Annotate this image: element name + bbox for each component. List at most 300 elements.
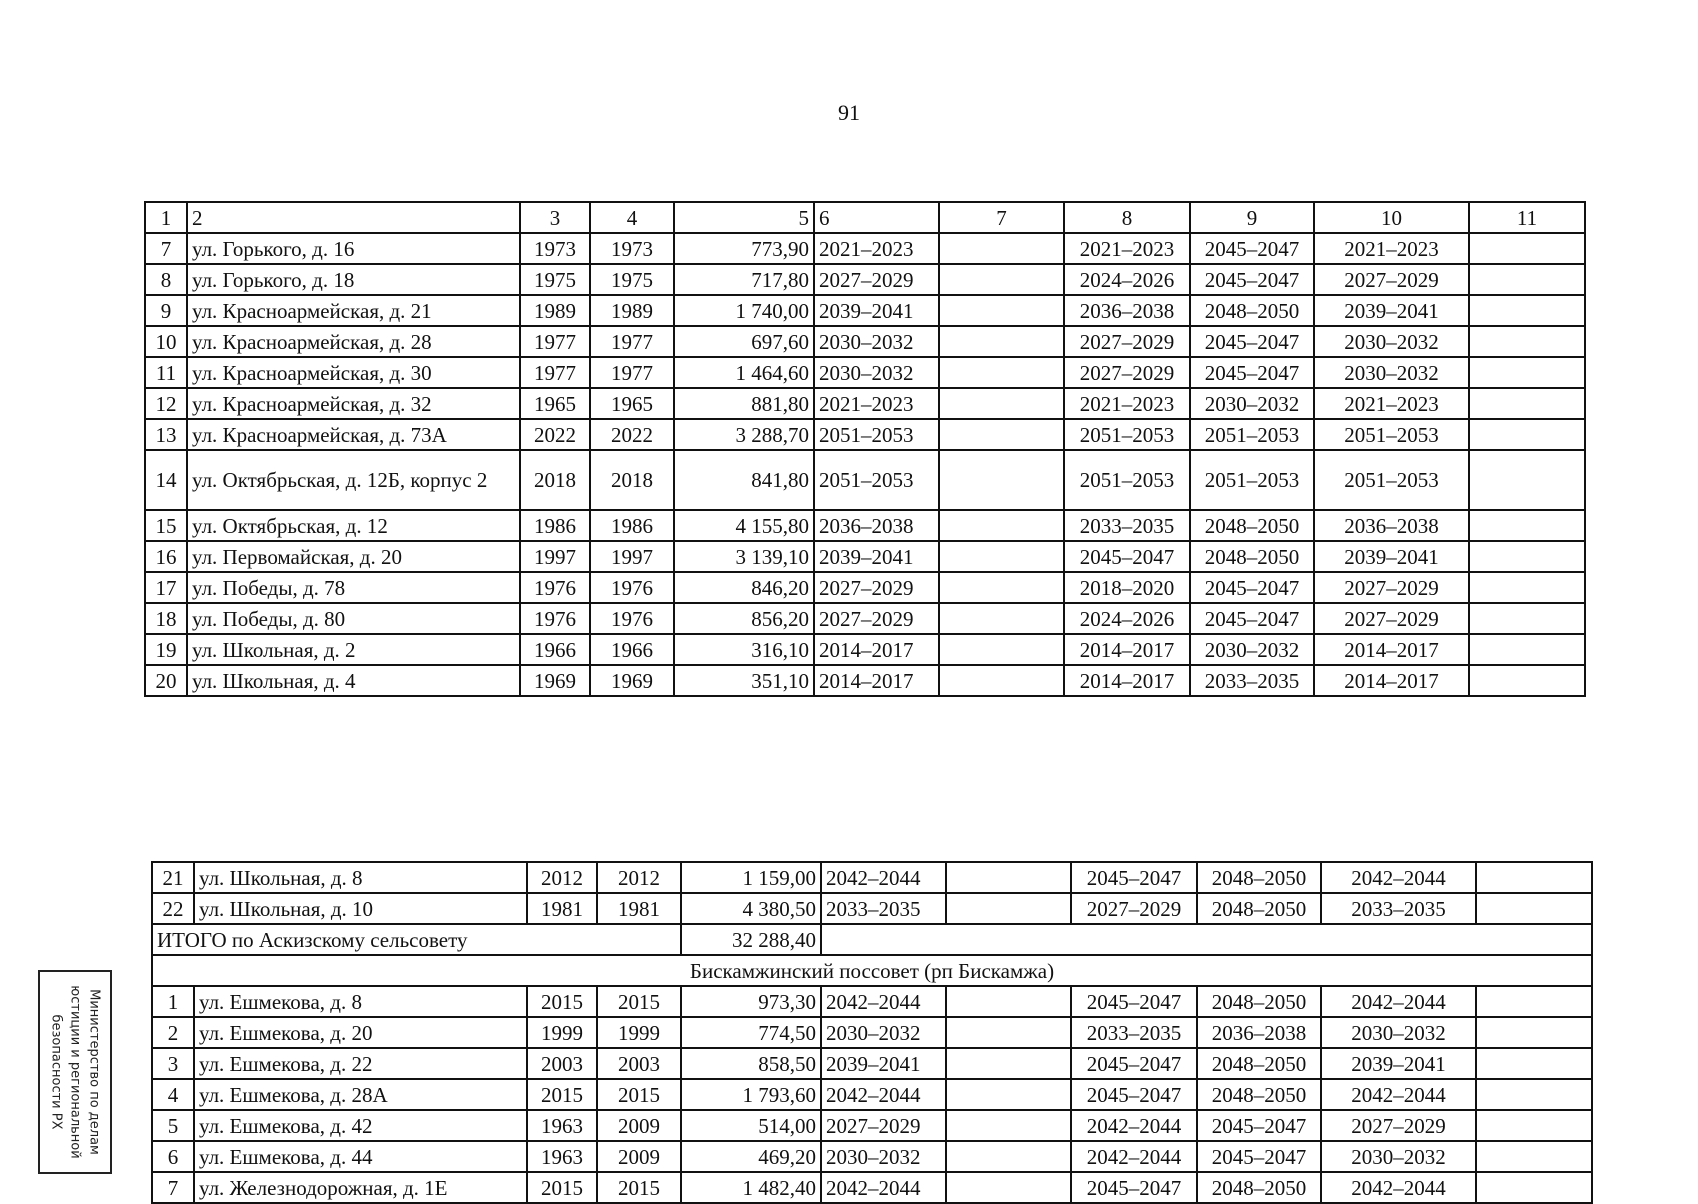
row-number-cell: 7 [145, 233, 187, 264]
table-row [145, 450, 1585, 510]
period-col-11-cell [1476, 893, 1592, 924]
row-number-cell: 3 [152, 1048, 194, 1079]
year-built-cell: 1966 [520, 634, 590, 665]
year-built-cell: 2012 [527, 862, 597, 893]
period-col-8-cell: 2027–2029 [1064, 326, 1190, 357]
area-cell: 1 793,60 [681, 1079, 821, 1110]
period-col-7-cell [939, 665, 1064, 696]
housing-table-bottom [151, 861, 1593, 1204]
period-col-7-cell [946, 1017, 1071, 1048]
year-built-cell: 1975 [520, 264, 590, 295]
row-number-cell: 2 [152, 1017, 194, 1048]
period-col-10-cell: 2039–2041 [1314, 295, 1469, 326]
area-cell: 1 740,00 [674, 295, 814, 326]
total-label: ИТОГО по Аскизскому сельсовету [152, 924, 681, 955]
period-col-11-cell [1476, 986, 1592, 1017]
period-col-7-cell: 7 [939, 202, 1064, 233]
period-col-7-cell [939, 419, 1064, 450]
period-col-9-cell: 2033–2035 [1190, 665, 1314, 696]
period-col-9-cell: 2051–2053 [1190, 419, 1314, 450]
period-col-11-cell [1476, 862, 1592, 893]
period-col-6-cell: 2051–2053 [814, 419, 939, 450]
period-col-10-cell: 2014–2017 [1314, 634, 1469, 665]
period-col-6-cell: 2027–2029 [814, 603, 939, 634]
row-number-cell: 12 [145, 388, 187, 419]
area-cell: 773,90 [674, 233, 814, 264]
row-number-cell: 1 [152, 986, 194, 1017]
period-col-7-cell [939, 541, 1064, 572]
period-col-6-cell: 2030–2032 [821, 1017, 946, 1048]
period-col-6-cell: 2042–2044 [821, 1172, 946, 1203]
period-col-7-cell [946, 1110, 1071, 1141]
table-row [152, 893, 1592, 924]
table-row [152, 986, 1592, 1017]
table-row [152, 1048, 1592, 1079]
year-commissioned-cell: 2009 [597, 1110, 681, 1141]
address-cell: ул. Школьная, д. 4 [187, 665, 520, 696]
period-col-6-cell: 2042–2044 [821, 986, 946, 1017]
period-col-6-cell: 6 [814, 202, 939, 233]
period-col-9-cell: 2048–2050 [1197, 986, 1321, 1017]
period-col-8-cell: 2024–2026 [1064, 264, 1190, 295]
row-number-cell: 8 [145, 264, 187, 295]
area-cell: 1 464,60 [674, 357, 814, 388]
period-col-9-cell: 2045–2047 [1190, 264, 1314, 295]
period-col-11-cell [1469, 634, 1585, 665]
year-commissioned-cell: 1977 [590, 326, 674, 357]
area-cell: 841,80 [674, 450, 814, 510]
address-cell: ул. Школьная, д. 10 [194, 893, 527, 924]
area-cell: 774,50 [681, 1017, 821, 1048]
period-col-11-cell: 11 [1469, 202, 1585, 233]
year-built-cell: 1999 [527, 1017, 597, 1048]
period-col-6-cell: 2027–2029 [814, 572, 939, 603]
table-row [152, 1017, 1592, 1048]
period-col-7-cell [939, 295, 1064, 326]
period-col-10-cell: 2039–2041 [1314, 541, 1469, 572]
year-commissioned-cell: 1981 [597, 893, 681, 924]
row-number-cell: 18 [145, 603, 187, 634]
table-row [152, 1172, 1592, 1203]
row-number-cell: 7 [152, 1172, 194, 1203]
period-col-8-cell: 2036–2038 [1064, 295, 1190, 326]
period-col-6-cell: 2036–2038 [814, 510, 939, 541]
area-cell: 3 288,70 [674, 419, 814, 450]
period-col-10-cell: 2030–2032 [1314, 326, 1469, 357]
period-col-6-cell: 2039–2041 [814, 295, 939, 326]
period-col-9-cell: 2048–2050 [1197, 893, 1321, 924]
area-cell: 4 380,50 [681, 893, 821, 924]
period-col-10-cell: 2039–2041 [1321, 1048, 1476, 1079]
period-col-6-cell: 2042–2044 [821, 1079, 946, 1110]
year-built-cell: 1989 [520, 295, 590, 326]
period-col-9-cell: 2048–2050 [1197, 1172, 1321, 1203]
period-col-9-cell: 2030–2032 [1190, 388, 1314, 419]
area-cell: 1 482,40 [681, 1172, 821, 1203]
period-col-10-cell: 2036–2038 [1314, 510, 1469, 541]
address-cell: ул. Красноармейская, д. 30 [187, 357, 520, 388]
period-col-11-cell [1469, 419, 1585, 450]
period-col-7-cell [946, 1172, 1071, 1203]
period-col-8-cell: 2033–2035 [1071, 1017, 1197, 1048]
year-commissioned-cell: 1973 [590, 233, 674, 264]
period-col-10-cell: 2042–2044 [1321, 986, 1476, 1017]
address-cell: ул. Ешмекова, д. 8 [194, 986, 527, 1017]
period-col-7-cell [939, 510, 1064, 541]
year-commissioned-cell: 2015 [597, 1079, 681, 1110]
period-col-7-cell [939, 233, 1064, 264]
period-col-8-cell: 2042–2044 [1071, 1110, 1197, 1141]
period-col-9-cell: 2045–2047 [1190, 326, 1314, 357]
period-col-7-cell [946, 1048, 1071, 1079]
year-commissioned-cell: 1977 [590, 357, 674, 388]
period-col-7-cell [939, 326, 1064, 357]
period-col-9-cell: 2048–2050 [1197, 862, 1321, 893]
year-built-cell: 1977 [520, 357, 590, 388]
section-title: Бискамжинский поссовет (рп Бискамжа) [152, 955, 1592, 986]
period-col-11-cell [1469, 603, 1585, 634]
area-cell: 469,20 [681, 1141, 821, 1172]
year-built-cell: 1963 [527, 1110, 597, 1141]
year-built-cell: 1963 [527, 1141, 597, 1172]
table-row [145, 233, 1585, 264]
period-col-9-cell: 9 [1190, 202, 1314, 233]
housing-table-top [144, 201, 1586, 697]
year-commissioned-cell: 1969 [590, 665, 674, 696]
row-number-cell: 17 [145, 572, 187, 603]
table-row [145, 634, 1585, 665]
address-cell: ул. Красноармейская, д. 21 [187, 295, 520, 326]
table-row [152, 1141, 1592, 1172]
header-row [145, 202, 1585, 233]
address-cell: ул. Школьная, д. 8 [194, 862, 527, 893]
table-row [145, 541, 1585, 572]
period-col-10-cell: 2027–2029 [1314, 572, 1469, 603]
year-commissioned-cell: 2015 [597, 986, 681, 1017]
period-col-11-cell [1476, 1172, 1592, 1203]
period-col-11-cell [1469, 326, 1585, 357]
row-number-cell: 11 [145, 357, 187, 388]
stamp-line: юстиции и региональной [67, 985, 83, 1159]
period-col-11-cell [1476, 1017, 1592, 1048]
period-col-9-cell: 2048–2050 [1197, 1079, 1321, 1110]
row-number-cell: 16 [145, 541, 187, 572]
address-cell: 2 [187, 202, 520, 233]
period-col-7-cell [939, 357, 1064, 388]
period-col-11-cell [1469, 541, 1585, 572]
year-commissioned-cell: 1989 [590, 295, 674, 326]
address-cell: ул. Ешмекова, д. 22 [194, 1048, 527, 1079]
period-col-8-cell: 2045–2047 [1071, 986, 1197, 1017]
year-commissioned-cell: 1986 [590, 510, 674, 541]
year-built-cell: 2015 [527, 986, 597, 1017]
period-col-8-cell: 2033–2035 [1064, 510, 1190, 541]
year-built-cell: 2018 [520, 450, 590, 510]
period-col-8-cell: 2021–2023 [1064, 388, 1190, 419]
year-commissioned-cell: 2015 [597, 1172, 681, 1203]
period-col-6-cell: 2027–2029 [814, 264, 939, 295]
period-col-8-cell: 2051–2053 [1064, 419, 1190, 450]
table-row [152, 862, 1592, 893]
row-number-cell: 6 [152, 1141, 194, 1172]
period-col-11-cell [1469, 233, 1585, 264]
area-cell: 973,30 [681, 986, 821, 1017]
period-col-8-cell: 2024–2026 [1064, 603, 1190, 634]
address-cell: ул. Октябрьская, д. 12Б, корпус 2 [187, 450, 520, 510]
row-number-cell: 22 [152, 893, 194, 924]
address-cell: ул. Победы, д. 80 [187, 603, 520, 634]
period-col-6-cell: 2021–2023 [814, 388, 939, 419]
address-cell: ул. Школьная, д. 2 [187, 634, 520, 665]
area-cell: 697,60 [674, 326, 814, 357]
address-cell: ул. Красноармейская, д. 32 [187, 388, 520, 419]
period-col-9-cell: 2045–2047 [1197, 1110, 1321, 1141]
period-col-7-cell [939, 634, 1064, 665]
period-col-11-cell [1469, 264, 1585, 295]
period-col-10-cell: 2030–2032 [1321, 1017, 1476, 1048]
period-col-9-cell: 2045–2047 [1190, 233, 1314, 264]
period-col-11-cell [1469, 357, 1585, 388]
period-col-6-cell: 2039–2041 [821, 1048, 946, 1079]
year-built-cell: 2015 [527, 1079, 597, 1110]
area-cell: 1 159,00 [681, 862, 821, 893]
period-col-8-cell: 2018–2020 [1064, 572, 1190, 603]
year-built-cell: 1965 [520, 388, 590, 419]
period-col-11-cell [1476, 1079, 1592, 1110]
year-built-cell: 1997 [520, 541, 590, 572]
address-cell: ул. Горького, д. 18 [187, 264, 520, 295]
address-cell: ул. Ешмекова, д. 44 [194, 1141, 527, 1172]
period-col-11-cell [1469, 510, 1585, 541]
address-cell: ул. Октябрьская, д. 12 [187, 510, 520, 541]
row-number-cell: 9 [145, 295, 187, 326]
year-commissioned-cell: 2018 [590, 450, 674, 510]
year-commissioned-cell: 1975 [590, 264, 674, 295]
year-built-cell: 1981 [527, 893, 597, 924]
period-col-9-cell: 2048–2050 [1190, 541, 1314, 572]
period-col-9-cell: 2048–2050 [1190, 510, 1314, 541]
period-col-8-cell: 2014–2017 [1064, 634, 1190, 665]
period-col-8-cell: 2021–2023 [1064, 233, 1190, 264]
address-cell: ул. Красноармейская, д. 28 [187, 326, 520, 357]
year-built-cell: 1986 [520, 510, 590, 541]
total-value: 32 288,40 [681, 924, 821, 955]
table-row [145, 665, 1585, 696]
period-col-10-cell: 2014–2017 [1314, 665, 1469, 696]
row-number-cell: 15 [145, 510, 187, 541]
period-col-10-cell: 2051–2053 [1314, 450, 1469, 510]
year-commissioned-cell: 1999 [597, 1017, 681, 1048]
period-col-10-cell: 2051–2053 [1314, 419, 1469, 450]
period-col-7-cell [946, 893, 1071, 924]
period-col-10-cell: 2021–2023 [1314, 388, 1469, 419]
table-row [145, 326, 1585, 357]
year-built-cell: 1973 [520, 233, 590, 264]
period-col-10-cell: 2027–2029 [1321, 1110, 1476, 1141]
period-col-9-cell: 2048–2050 [1190, 295, 1314, 326]
total-row [152, 924, 1592, 955]
area-cell: 717,80 [674, 264, 814, 295]
year-commissioned-cell: 1976 [590, 603, 674, 634]
table-row [145, 419, 1585, 450]
table-row [145, 603, 1585, 634]
table-row [145, 295, 1585, 326]
table-row [152, 1110, 1592, 1141]
row-number-cell: 14 [145, 450, 187, 510]
page-number: 91 [838, 100, 860, 125]
period-col-9-cell: 2045–2047 [1190, 357, 1314, 388]
period-col-9-cell: 2030–2032 [1190, 634, 1314, 665]
table-row [152, 1079, 1592, 1110]
year-commissioned-cell: 1997 [590, 541, 674, 572]
stamp-line: безопасности РХ [48, 1014, 64, 1130]
period-col-7-cell [946, 1141, 1071, 1172]
year-commissioned-cell: 2022 [590, 419, 674, 450]
period-col-11-cell [1476, 1048, 1592, 1079]
row-number-cell: 1 [145, 202, 187, 233]
period-col-9-cell: 2036–2038 [1197, 1017, 1321, 1048]
table-row [145, 264, 1585, 295]
address-cell: ул. Горького, д. 16 [187, 233, 520, 264]
period-col-7-cell [939, 264, 1064, 295]
period-col-9-cell: 2048–2050 [1197, 1048, 1321, 1079]
period-col-8-cell: 2042–2044 [1071, 1141, 1197, 1172]
section-row [152, 955, 1592, 986]
year-built-cell: 2022 [520, 419, 590, 450]
period-col-10-cell: 2021–2023 [1314, 233, 1469, 264]
period-col-7-cell [946, 986, 1071, 1017]
period-col-10-cell: 2027–2029 [1314, 603, 1469, 634]
row-number-cell: 5 [152, 1110, 194, 1141]
row-number-cell: 19 [145, 634, 187, 665]
period-col-9-cell: 2045–2047 [1190, 572, 1314, 603]
address-cell: ул. Красноармейская, д. 73А [187, 419, 520, 450]
address-cell: ул. Первомайская, д. 20 [187, 541, 520, 572]
stamp-line: Министерство по делам [86, 989, 102, 1155]
year-built-cell: 3 [520, 202, 590, 233]
period-col-8-cell: 2027–2029 [1071, 893, 1197, 924]
table-row [145, 388, 1585, 419]
period-col-6-cell: 2030–2032 [814, 326, 939, 357]
ministry-stamp [38, 970, 112, 1174]
row-number-cell: 4 [152, 1079, 194, 1110]
period-col-11-cell [1469, 450, 1585, 510]
period-col-6-cell: 2014–2017 [814, 634, 939, 665]
address-cell: ул. Железнодорожная, д. 1Е [194, 1172, 527, 1203]
period-col-7-cell [946, 862, 1071, 893]
period-col-7-cell [939, 388, 1064, 419]
year-commissioned-cell: 1966 [590, 634, 674, 665]
period-col-11-cell [1469, 572, 1585, 603]
period-col-7-cell [939, 572, 1064, 603]
period-col-10-cell: 2030–2032 [1314, 357, 1469, 388]
period-col-8-cell: 2051–2053 [1064, 450, 1190, 510]
area-cell: 5 [674, 202, 814, 233]
total-empty-cell [821, 924, 1592, 955]
period-col-6-cell: 2042–2044 [821, 862, 946, 893]
period-col-10-cell: 2033–2035 [1321, 893, 1476, 924]
period-col-11-cell [1476, 1110, 1592, 1141]
period-col-10-cell: 2042–2044 [1321, 1079, 1476, 1110]
area-cell: 351,10 [674, 665, 814, 696]
period-col-6-cell: 2033–2035 [821, 893, 946, 924]
year-built-cell: 1976 [520, 572, 590, 603]
table-row [145, 572, 1585, 603]
address-cell: ул. Ешмекова, д. 20 [194, 1017, 527, 1048]
period-col-11-cell [1469, 295, 1585, 326]
period-col-7-cell [946, 1079, 1071, 1110]
area-cell: 514,00 [681, 1110, 821, 1141]
period-col-6-cell: 2021–2023 [814, 233, 939, 264]
table-row [145, 357, 1585, 388]
area-cell: 4 155,80 [674, 510, 814, 541]
period-col-9-cell: 2045–2047 [1197, 1141, 1321, 1172]
row-number-cell: 21 [152, 862, 194, 893]
period-col-7-cell [939, 450, 1064, 510]
address-cell: ул. Победы, д. 78 [187, 572, 520, 603]
period-col-6-cell: 2027–2029 [821, 1110, 946, 1141]
year-commissioned-cell: 1965 [590, 388, 674, 419]
period-col-6-cell: 2030–2032 [814, 357, 939, 388]
period-col-8-cell: 2045–2047 [1071, 1079, 1197, 1110]
period-col-9-cell: 2051–2053 [1190, 450, 1314, 510]
period-col-11-cell [1476, 1141, 1592, 1172]
period-col-6-cell: 2039–2041 [814, 541, 939, 572]
period-col-6-cell: 2030–2032 [821, 1141, 946, 1172]
year-commissioned-cell: 1976 [590, 572, 674, 603]
period-col-6-cell: 2014–2017 [814, 665, 939, 696]
address-cell: ул. Ешмекова, д. 28А [194, 1079, 527, 1110]
row-number-cell: 13 [145, 419, 187, 450]
year-commissioned-cell: 2009 [597, 1141, 681, 1172]
table-row [145, 510, 1585, 541]
period-col-8-cell: 2045–2047 [1071, 1048, 1197, 1079]
period-col-10-cell: 2042–2044 [1321, 1172, 1476, 1203]
area-cell: 856,20 [674, 603, 814, 634]
year-commissioned-cell: 2012 [597, 862, 681, 893]
period-col-11-cell [1469, 665, 1585, 696]
period-col-10-cell: 2042–2044 [1321, 862, 1476, 893]
period-col-6-cell: 2051–2053 [814, 450, 939, 510]
row-number-cell: 20 [145, 665, 187, 696]
year-built-cell: 1976 [520, 603, 590, 634]
period-col-7-cell [939, 603, 1064, 634]
area-cell: 316,10 [674, 634, 814, 665]
period-col-11-cell [1469, 388, 1585, 419]
address-cell: ул. Ешмекова, д. 42 [194, 1110, 527, 1141]
period-col-9-cell: 2045–2047 [1190, 603, 1314, 634]
area-cell: 858,50 [681, 1048, 821, 1079]
year-commissioned-cell: 2003 [597, 1048, 681, 1079]
period-col-8-cell: 2045–2047 [1064, 541, 1190, 572]
period-col-10-cell: 2030–2032 [1321, 1141, 1476, 1172]
period-col-10-cell: 2027–2029 [1314, 264, 1469, 295]
year-built-cell: 2015 [527, 1172, 597, 1203]
year-commissioned-cell: 4 [590, 202, 674, 233]
period-col-8-cell: 2045–2047 [1071, 1172, 1197, 1203]
period-col-8-cell: 2027–2029 [1064, 357, 1190, 388]
row-number-cell: 10 [145, 326, 187, 357]
year-built-cell: 1969 [520, 665, 590, 696]
year-built-cell: 2003 [527, 1048, 597, 1079]
period-col-10-cell: 10 [1314, 202, 1469, 233]
year-built-cell: 1977 [520, 326, 590, 357]
period-col-8-cell: 2045–2047 [1071, 862, 1197, 893]
area-cell: 3 139,10 [674, 541, 814, 572]
area-cell: 846,20 [674, 572, 814, 603]
period-col-8-cell: 2014–2017 [1064, 665, 1190, 696]
area-cell: 881,80 [674, 388, 814, 419]
